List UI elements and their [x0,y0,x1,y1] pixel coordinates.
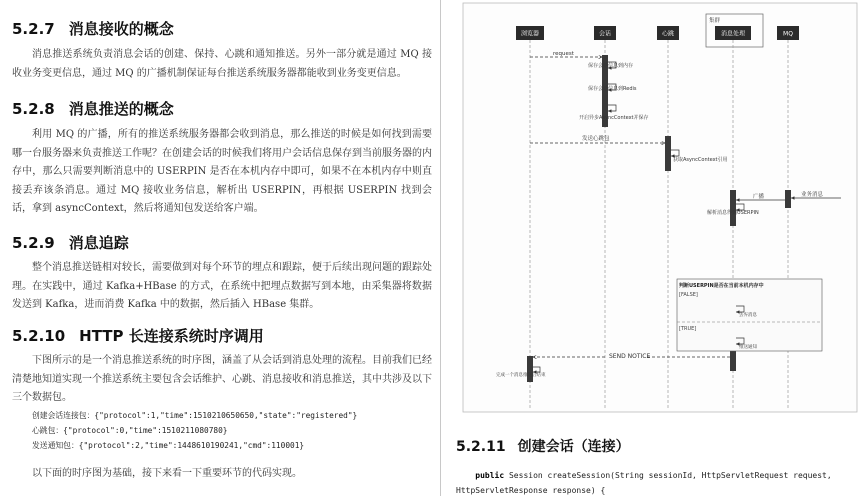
section-heading-5-2-9 [12,232,129,253]
participant-label: 消息处理 [720,30,746,38]
message-label: SEND NOTICE [609,353,651,360]
section-heading-5-2-10 [12,325,264,346]
message-label: 业务消息 [801,192,824,198]
section-body: 整个消息推送链相对较长，需要做到对每个环节的埋点和跟踪，便于后续出现问题的跟踪处理。在实践中，通过 Kafka+HBase 的方式，在系统中把埋点数据写到本地，由采集器将数据发送到 Kafka，进而消费 Kafka 中的数据，然后插入 HBase 集群。 [12,262,432,310]
participant-mq [777,26,799,40]
section-number: 5.2.8 [12,100,55,118]
message-label: 保存会话信息到内存 [588,63,634,69]
guard-false: [FALSE] [679,292,698,298]
activation-mq [785,190,791,208]
section-heading-5-2-8 [12,98,174,119]
code-line: 心跳包：{"protocol":0,"time":1510211080780} [32,426,228,435]
code-line: 创建会话连接包：{"protocol":1,"time":1510210650650,"state":"registered"} [32,411,358,420]
code-block [456,468,832,498]
section-title: HTTP 长连接系统时序调用 [79,327,264,345]
participant-session [594,26,616,40]
section-number: 5.2.10 [12,327,66,345]
message-label: 保存会话信息到Redis [588,86,637,92]
message-label: 开启异步AsyncContext并保存 [579,115,649,121]
section-title: 消息推送的概念 [68,100,174,118]
participant-heartbeat [657,26,679,40]
participant-label: MQ [783,30,793,38]
section-title: 消息追踪 [68,234,129,252]
message-label: 广播 [753,194,765,200]
section-body: 下图所示的是一个消息推送系统的时序图，涵盖了从会话到消息处理的流程。目前我们已经清楚地知道实现一个推送系统主要包含会话维护、心跳、消息接收和消息推送，其中共涉及以下三个数据包。 [12,355,432,403]
section-number: 5.2.11 [456,439,506,455]
cluster-label: 集群 [709,18,721,24]
data-packet-code [32,408,357,453]
message-label: 发送心跳包 [582,136,610,142]
section-title: 消息接收的概念 [68,20,174,38]
activation-heartbeat [665,136,671,171]
fragment-condition: 判断USERPIN是否在当前本机内存中 [679,283,764,289]
section-heading-5-2-11 [456,436,630,456]
message-label: request [553,51,574,57]
code-line: HttpServletResponse response) { [456,486,606,495]
message-label: 解析消息得到USERPIN [707,210,759,216]
activation-browser [527,356,533,382]
message-label: 完成一个消息推送后结束 [496,373,546,378]
right-page [441,0,860,496]
code-keyword: public [475,471,505,480]
message-label: 获取AsyncContext引用 [673,157,728,163]
activation-message-handler [730,190,736,226]
section-number: 5.2.7 [12,20,55,38]
message-label: 丢弃消息 [739,313,757,318]
participant-label: 心跳 [661,30,675,38]
participant-message-handler [715,26,751,40]
section-title: 创建会话（连接） [517,439,630,455]
guard-true: [TRUE] [679,326,697,332]
participant-label: 浏览器 [520,30,540,38]
sequence-diagram [441,0,860,415]
code-line [456,468,832,483]
section-body: 消息推送系统负责消息会话的创建、保持、心跳和通知推送。另外一部分就是通过 MQ 接收业务变更信息，通过 MQ 的广播机制保证每台推送系统服务器都能收到业务变更信息。 [12,49,432,79]
closing-paragraph: 以下面的时序图为基础，接下来看一下重要环节的代码实现。 [32,468,302,479]
code-line: 发送通知包：{"protocol":2,"time":1448610190241,"cmd":110001} [32,441,305,450]
section-number: 5.2.9 [12,234,55,252]
section-heading-5-2-7 [12,18,174,39]
section-body: 利用 MQ 的广播，所有的推送系统服务器都会收到消息，那么推送的时候是如何找到需要哪一台服务器来负责推送工作呢？在创建会话的时候我们将用户会话信息保存到当前服务器的内存中，那么只需要判断消息中的 USERPIN 是否在本机内存中即可，如果不在本机内存中则直接丢弃该条消息。通过 MQ 接收业务信息，解析出 USERPIN，再根据 USERPIN 找到会话，拿到 asyncContext，然后将通知包发送给客户端。 [12,129,432,214]
message-label: 推送通知 [739,345,757,350]
participant-browser [516,26,544,40]
code-text: Session createSession(String sessionId, HttpServletRequest request, [504,471,832,480]
participant-label: 会话 [598,30,612,38]
